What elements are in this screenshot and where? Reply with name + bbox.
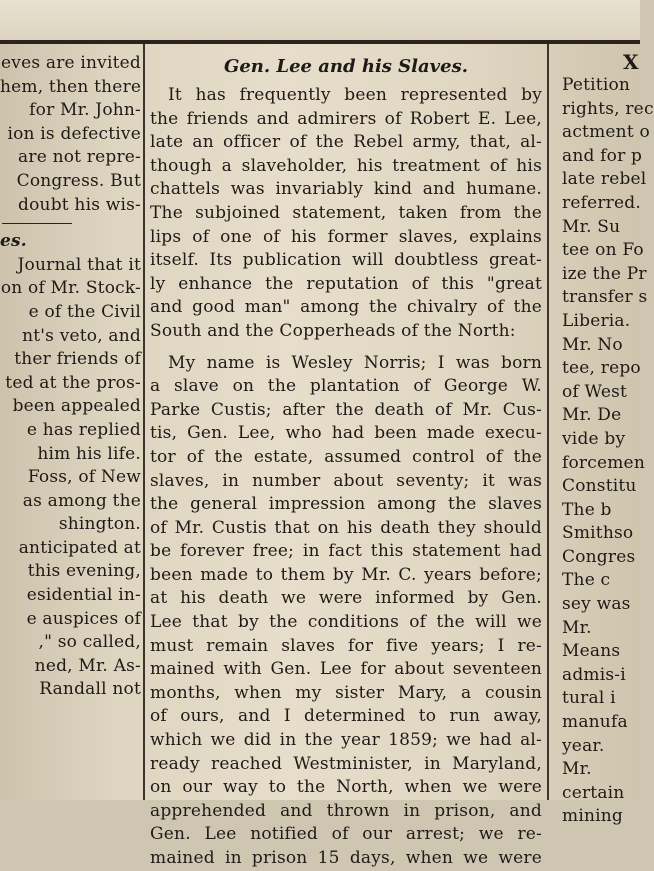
column-rule-left — [143, 44, 145, 800]
right-column-line: Petition — [562, 75, 631, 95]
left-column-line: are not repre- — [18, 147, 141, 168]
right-column-line: rights, rec — [562, 98, 654, 119]
article-line: been made to them by Mr. C. years before; — [150, 564, 542, 585]
article-line: must remain slaves for five years; I re- — [150, 635, 542, 656]
left-column-line: Congress. But — [16, 170, 141, 191]
right-column-line: Mr. De — [562, 405, 622, 426]
right-column-line: Means — [562, 641, 621, 662]
article-line: Parke Custis; after the death of Mr. Cus- — [150, 399, 542, 420]
article-line: slaves, in number about seventy; it was — [150, 470, 542, 491]
right-column-line: forcemen — [562, 452, 645, 473]
right-column-line: The b — [562, 499, 612, 520]
left-column-heading: es. — [0, 231, 27, 252]
article-column — [150, 52, 542, 868]
article-line: of Mr. Custis that on his death they should — [150, 517, 542, 538]
left-column — [0, 52, 141, 800]
article-paragraph-2 — [150, 352, 542, 871]
left-column-line: esidential in- — [26, 585, 141, 606]
article-line: a slave on the plantation of George W. — [150, 376, 542, 397]
left-column-line: ted at the pros- — [5, 372, 141, 393]
left-column-line: Foss, of New — [27, 467, 141, 488]
article-line: of ours, and I determined to run away, — [150, 706, 542, 727]
right-column-line: late rebel — [562, 169, 647, 190]
right-column-line: referred. — [562, 192, 641, 213]
article-line: chattels was invariably kind and humane. — [150, 179, 542, 200]
right-column-line: Mr. — [562, 617, 592, 638]
right-column-line: ize the Pr — [562, 263, 647, 284]
left-column-line: doubt his wis- — [18, 194, 141, 215]
article-line: be forever free; in fact this statement had — [150, 541, 542, 562]
article-line: lips of one of his former slaves, explains — [150, 226, 542, 247]
right-column-line: sey was — [562, 594, 631, 615]
article-title: Gen. Lee and his Slaves. — [223, 56, 468, 77]
left-column-line: ion is defective — [7, 123, 141, 144]
right-column-heading: X — [623, 50, 641, 74]
left-column-line: him his life. — [37, 443, 141, 464]
right-column-line: certain — [562, 782, 625, 803]
article-line: on our way to the North, when we were — [150, 777, 542, 798]
paragraph-gap — [150, 344, 542, 352]
article-line: the general impression among the slaves — [150, 494, 542, 515]
right-column-line: year. — [562, 735, 605, 756]
right-column-line: admis-i — [562, 664, 626, 685]
right-column-line: mining — [562, 806, 623, 827]
top-rule — [0, 40, 640, 44]
left-column-line: this evening, — [27, 561, 141, 582]
left-column-line: for Mr. John- — [29, 100, 141, 121]
left-column-line: anticipated at — [18, 537, 141, 558]
article-line: mained with Gen. Lee for about seventeen — [150, 659, 542, 680]
article-line: and good man" among the chivalry of the — [150, 297, 542, 318]
left-column-line: hem, then there — [0, 76, 142, 97]
article-line: Lee that by the conditions of the will we — [150, 612, 542, 633]
left-column-line: been appealed — [12, 396, 141, 417]
right-column-line: tee on Fo — [562, 240, 644, 261]
right-column-line: Congres — [562, 546, 636, 567]
right-column-line: actment o — [562, 122, 650, 143]
article-line: My name is Wesley Norris; I was born — [168, 352, 542, 373]
article-line: months, when my sister Mary, a cousin — [150, 682, 542, 703]
article-line: at his death we were informed by Gen. — [150, 588, 542, 609]
right-column-line: Mr. No — [562, 334, 623, 355]
article-line: It has frequently been represented by — [168, 85, 542, 105]
article-line: tor of the estate, assumed control of the — [150, 446, 542, 467]
right-column-line: tural i — [562, 688, 616, 709]
right-column-line: tee, repo — [562, 358, 641, 379]
right-column-line: Constitu — [562, 476, 637, 497]
left-column-line: ther friends of — [14, 349, 141, 370]
article-line: tis, Gen. Lee, who had been made execu- — [150, 423, 542, 444]
page-top-margin — [0, 0, 640, 40]
article-line: The subjoined statement, taken from the — [150, 202, 542, 223]
column-rule-right — [547, 44, 549, 800]
right-column-line: and for p — [562, 145, 643, 166]
left-column-line: ," so called, — [38, 632, 141, 653]
right-column-line: manufa — [562, 712, 628, 733]
right-column-line: Liberia. — [562, 310, 631, 331]
left-column-line: Randall not — [39, 679, 141, 700]
right-column-line: Smithso — [562, 523, 634, 544]
left-column-line: nt's veto, and — [22, 325, 141, 346]
right-column — [562, 52, 654, 827]
left-column-line: e auspices of — [26, 608, 141, 629]
right-column-line: of West — [562, 381, 628, 402]
left-column-line: on of Mr. Stock- — [0, 278, 141, 299]
article-line: late an officer of the Rebel army, that, al- — [150, 132, 542, 153]
right-column-line: Mr. Su — [562, 216, 621, 237]
article-line: which we did in the year 1859; we had al- — [150, 730, 542, 751]
left-column-line: e has replied — [26, 419, 141, 440]
article-line: mained in prison 15 days, when we were — [150, 848, 542, 868]
left-column-line: e of the Civil — [28, 301, 141, 322]
right-column-line: vide by — [562, 428, 626, 449]
right-column-spacer — [562, 52, 640, 74]
article-line: ready reached Westminister, in Maryland, — [150, 753, 542, 774]
article-line: apprehended and thrown in prison, and — [150, 800, 542, 821]
left-column-line: ned, Mr. As- — [34, 655, 141, 676]
right-column-line: Mr. — [562, 759, 592, 780]
left-column-line: shington. — [58, 514, 141, 535]
article-line: though a slaveholder, his treatment of his — [150, 155, 542, 176]
right-column-line: The c — [562, 570, 611, 591]
article-line: South and the Copperheads of the North: — [150, 320, 516, 341]
article-line: Gen. Lee notified of our arrest; we re- — [150, 824, 542, 845]
left-column-line: eves are invited — [1, 53, 141, 73]
right-column-line: transfer s — [562, 287, 648, 308]
article-line: ly enhance the reputation of this "great — [150, 273, 542, 294]
article-line: itself. Its publication will doubtless great- — [150, 250, 542, 271]
left-column-line: Journal that it — [17, 254, 141, 275]
article-paragraph-1 — [150, 84, 542, 344]
section-divider — [2, 223, 72, 224]
article-line: the friends and admirers of Robert E. Lee, — [150, 108, 542, 129]
left-column-line: as among the — [22, 490, 141, 511]
